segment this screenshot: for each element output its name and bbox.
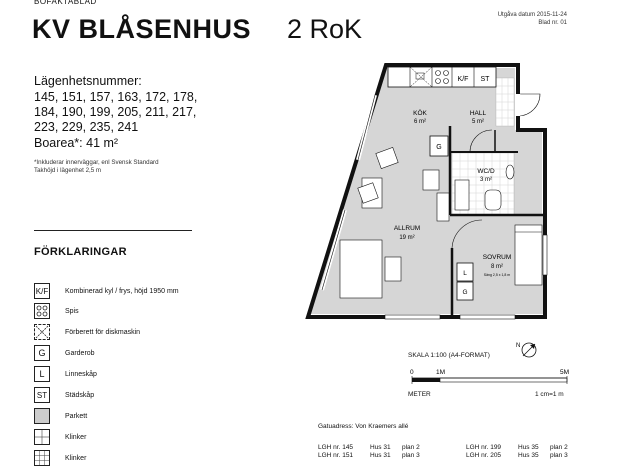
- coffee-table-icon: [385, 257, 401, 281]
- wardrobe-label: G: [436, 144, 442, 151]
- document-type: BOFAKTABLAD: [34, 0, 97, 6]
- dishwasher-prepared-icon: [34, 324, 50, 340]
- note-line: *Inkluderar innerväggar, enl Svensk Standard: [34, 159, 159, 166]
- divider: [34, 230, 192, 231]
- bed-size-note: Säng 2,5 x 1,8 m: [483, 273, 511, 277]
- lgh-row: [466, 452, 568, 459]
- legend-symbol: K/F: [35, 286, 49, 296]
- svg-text:N: N: [516, 343, 521, 349]
- room-name-kitchen: KÖK: [413, 110, 427, 117]
- tile-grid-fine-icon: [34, 450, 50, 466]
- legend-label: Parkett: [65, 412, 88, 420]
- window-bottom-1: [385, 315, 440, 319]
- legend-item: [34, 366, 97, 382]
- floor-plan: [300, 60, 600, 330]
- linen-label: L: [463, 270, 467, 277]
- parquet-swatch-icon: [34, 408, 50, 424]
- scale-tick: 0: [410, 369, 414, 376]
- room-area-living: 19 m²: [399, 235, 415, 241]
- lgh-floor: plan 2: [550, 444, 568, 451]
- apartment-numbers-line: 223, 229, 235, 241: [34, 120, 139, 135]
- toilet-icon: [485, 190, 501, 210]
- scale-ratio: 1 cm=1 m: [535, 391, 564, 398]
- storage-icon: [423, 170, 439, 190]
- area-note: [34, 159, 204, 175]
- lgh-house: Hus 35: [518, 444, 539, 451]
- lgh-floor: plan 3: [550, 452, 568, 459]
- window-right: [543, 235, 547, 275]
- washbasin-icon: [506, 165, 514, 179]
- apartment-numbers-label: Lägenhetsnummer:: [34, 74, 142, 88]
- sheet-number: Blad nr. 01: [538, 20, 567, 26]
- shelf-icon: [437, 193, 449, 221]
- linen-cabinet-icon: [34, 366, 50, 382]
- room-area-bedroom: 8 m²: [491, 264, 503, 270]
- north-arrow-icon: [515, 337, 541, 363]
- room-count: 2 RoK: [287, 14, 363, 44]
- lgh-row: [466, 444, 568, 451]
- legend-item: [34, 408, 88, 424]
- room-name-living: ALLRUM: [393, 225, 421, 232]
- lgh-number: LGH nr. 151: [318, 452, 354, 459]
- legend-item: [34, 387, 95, 403]
- tile-grid-icon: [34, 429, 50, 445]
- apartment-numbers: [34, 90, 204, 136]
- legend-symbol: G: [38, 348, 46, 358]
- legend-item: [34, 429, 87, 445]
- room-area-kitchen: 6 m²: [414, 119, 426, 125]
- lgh-number: LGH nr. 199: [466, 444, 502, 451]
- legend-item: [34, 283, 179, 299]
- shower-icon: [455, 180, 469, 210]
- scale-tick: 1M: [436, 369, 446, 376]
- lgh-floor: plan 2: [402, 444, 420, 451]
- room-name-bedroom: SOVRUM: [482, 254, 512, 261]
- legend-item: [34, 324, 141, 340]
- room-name-wc: WC/D: [477, 168, 495, 175]
- room-area-hall: 5 m²: [472, 119, 484, 125]
- kf-label: K/F: [457, 76, 469, 83]
- legend-label: Städskåp: [65, 391, 95, 399]
- issue-date: Utgåva datum 2015-11-24: [497, 12, 567, 18]
- apartment-numbers-line: 145, 151, 157, 163, 172, 178,: [34, 90, 198, 104]
- stove-icon: [34, 303, 50, 319]
- lgh-row: [318, 444, 420, 451]
- room-name-hall: HALL: [469, 110, 487, 117]
- legend-item: [34, 303, 79, 319]
- wardrobe-icon: [34, 345, 50, 361]
- legend-label: Kombinerad kyl / frys, höjd 1950 mm: [65, 287, 179, 295]
- legend-symbol: ST: [36, 390, 48, 400]
- legend-label: Linneskåp: [65, 370, 97, 378]
- st-label: ST: [480, 76, 490, 83]
- apartment-numbers-line: 184, 190, 199, 205, 211, 217,: [34, 105, 197, 120]
- note-line: Takhöjd i lägenhet 2,5 m: [34, 167, 102, 174]
- scale-unit: METER: [408, 391, 431, 398]
- legend-item: [34, 345, 95, 361]
- building-title: KV BLÅSENHUS: [32, 14, 252, 44]
- bedroom-wardrobe-label: G: [462, 289, 468, 296]
- window-bottom-2: [460, 315, 515, 319]
- lgh-house: Hus 31: [370, 452, 391, 459]
- lgh-house: Hus 31: [370, 444, 391, 451]
- legend-item: [34, 450, 87, 466]
- sofa-icon: [340, 240, 382, 298]
- lgh-number: LGH nr. 145: [318, 444, 354, 451]
- legend-symbol: L: [39, 369, 45, 379]
- scale-tick: 5M: [560, 369, 570, 376]
- legend-label: Klinker: [65, 454, 87, 462]
- living-area: Boarea*: 41 m²: [34, 136, 119, 150]
- lgh-row: [318, 452, 420, 459]
- street-address: Gatuadress: Von Kraemers allé: [318, 423, 409, 430]
- lgh-house: Hus 35: [518, 452, 539, 459]
- fridge-freezer-icon: [34, 283, 50, 299]
- entrance-door-arc: [518, 94, 540, 116]
- bed-icon: [515, 225, 542, 285]
- legend-label: Spis: [65, 307, 79, 315]
- legend-label: Garderob: [65, 349, 95, 357]
- legend-label: Klinker: [65, 433, 87, 441]
- room-area-wc: 3 m²: [480, 177, 492, 183]
- cleaning-cabinet-icon: [34, 387, 50, 403]
- legend-label: Förberett för diskmaskin: [65, 328, 141, 336]
- legend-title: FÖRKLARINGAR: [34, 246, 127, 258]
- lgh-floor: plan 3: [402, 452, 420, 459]
- lgh-number: LGH nr. 205: [466, 452, 502, 459]
- scale-label: SKALA 1:100 (A4-FORMAT): [408, 352, 490, 359]
